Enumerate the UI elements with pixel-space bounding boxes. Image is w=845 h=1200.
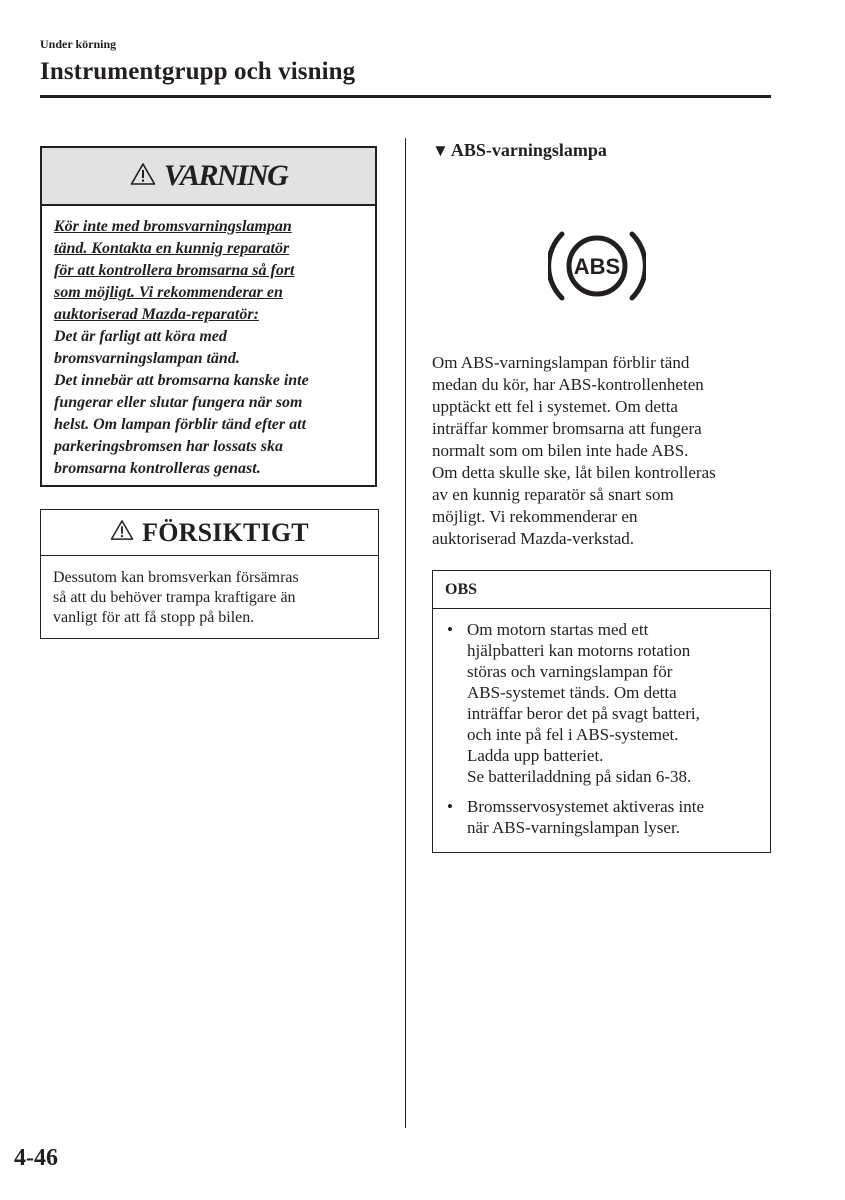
caution-title: FÖRSIKTIGT bbox=[142, 517, 309, 547]
obs-list bbox=[433, 609, 770, 838]
abs-warning-lamp-icon bbox=[548, 226, 646, 306]
bullet-icon: • bbox=[447, 620, 453, 639]
caution-box bbox=[40, 509, 379, 639]
warning-line: fungerar eller slutar fungera när som bbox=[54, 394, 303, 411]
warning-text bbox=[42, 206, 375, 480]
obs-line: inträffar beror det på svagt batteri, bbox=[467, 704, 700, 723]
warning-underlined-line: tänd. Kontakta en kunnig reparatör bbox=[54, 240, 290, 257]
obs-line: Se batteriladdning på sidan 6-38. bbox=[467, 767, 692, 786]
abs-heading-text: ABS-varningslampa bbox=[450, 140, 607, 160]
warning-underlined-line: Kör inte med bromsvarningslampan bbox=[54, 218, 292, 235]
obs-title: OBS bbox=[433, 571, 770, 609]
abs-line: Om detta skulle ske, låt bilen kontrolleras bbox=[432, 463, 716, 482]
abs-line: medan du kör, har ABS-kontrollenheten bbox=[432, 375, 704, 394]
warning-line: bromsvarningslampan tänd. bbox=[54, 350, 240, 367]
warning-underlined-line: som möjligt. Vi rekommenderar en bbox=[54, 284, 283, 301]
obs-line: hjälpbatteri kan motorns rotation bbox=[467, 641, 691, 660]
abs-description bbox=[432, 352, 777, 550]
list-item bbox=[445, 796, 760, 838]
obs-line: störas och varningslampan för bbox=[467, 662, 673, 681]
warning-triangle-icon bbox=[110, 519, 134, 546]
warning-box bbox=[40, 146, 377, 487]
obs-line: när ABS-varningslampan lyser. bbox=[467, 818, 680, 837]
abs-line: upptäckt ett fel i systemet. Om detta bbox=[432, 397, 678, 416]
obs-line: ABS-systemet tänds. Om detta bbox=[467, 683, 677, 702]
warning-line: Det är farligt att köra med bbox=[54, 328, 227, 345]
warning-line: parkeringsbromsen har lossats ska bbox=[54, 438, 283, 455]
caution-line: Dessutom kan bromsverkan försämras bbox=[53, 569, 299, 586]
warning-underlined-line: auktoriserad Mazda-reparatör: bbox=[54, 306, 259, 323]
page-number: 4-46 bbox=[14, 1145, 58, 1171]
warning-title: VARNING bbox=[163, 159, 288, 192]
section-label: Under körning bbox=[40, 37, 117, 51]
obs-note-box bbox=[432, 570, 771, 853]
bullet-icon: • bbox=[447, 797, 453, 816]
warning-line: Det innebär att bromsarna kanske inte bbox=[54, 372, 309, 389]
abs-icon-label: ABS bbox=[573, 254, 621, 279]
caution-line: vanligt för att få stopp på bilen. bbox=[53, 609, 255, 626]
obs-line: och inte på fel i ABS-systemet. bbox=[467, 725, 679, 744]
page-title: Instrumentgrupp och visning bbox=[40, 58, 356, 85]
warning-line: helst. Om lampan förblir tänd efter att bbox=[54, 416, 307, 433]
warning-triangle-icon bbox=[130, 162, 156, 191]
list-item bbox=[445, 619, 760, 787]
warning-line: bromsarna kontrolleras genast. bbox=[54, 460, 261, 477]
abs-line: Om ABS-varningslampan förblir tänd bbox=[432, 353, 690, 372]
abs-section-heading bbox=[432, 140, 607, 161]
caution-text bbox=[41, 556, 378, 628]
section-marker-icon: ▼ bbox=[432, 140, 449, 160]
abs-line: möjligt. Vi rekommenderar en bbox=[432, 507, 638, 526]
abs-line: av en kunnig reparatör så snart som bbox=[432, 485, 674, 504]
column-divider bbox=[405, 138, 406, 1128]
warning-header bbox=[42, 148, 375, 206]
obs-line: Bromsservosystemet aktiveras inte bbox=[467, 797, 705, 816]
title-divider bbox=[40, 95, 771, 98]
abs-line: inträffar kommer bromsarna att fungera bbox=[432, 419, 702, 438]
obs-line: Ladda upp batteriet. bbox=[467, 746, 604, 765]
abs-line: normalt som om bilen inte hade ABS. bbox=[432, 441, 689, 460]
caution-header bbox=[41, 510, 378, 556]
abs-line: auktoriserad Mazda-verkstad. bbox=[432, 529, 635, 548]
obs-line: Om motorn startas med ett bbox=[467, 620, 649, 639]
warning-underlined-line: för att kontrollera bromsarna så fort bbox=[54, 262, 295, 279]
caution-line: så att du behöver trampa kraftigare än bbox=[53, 589, 296, 606]
